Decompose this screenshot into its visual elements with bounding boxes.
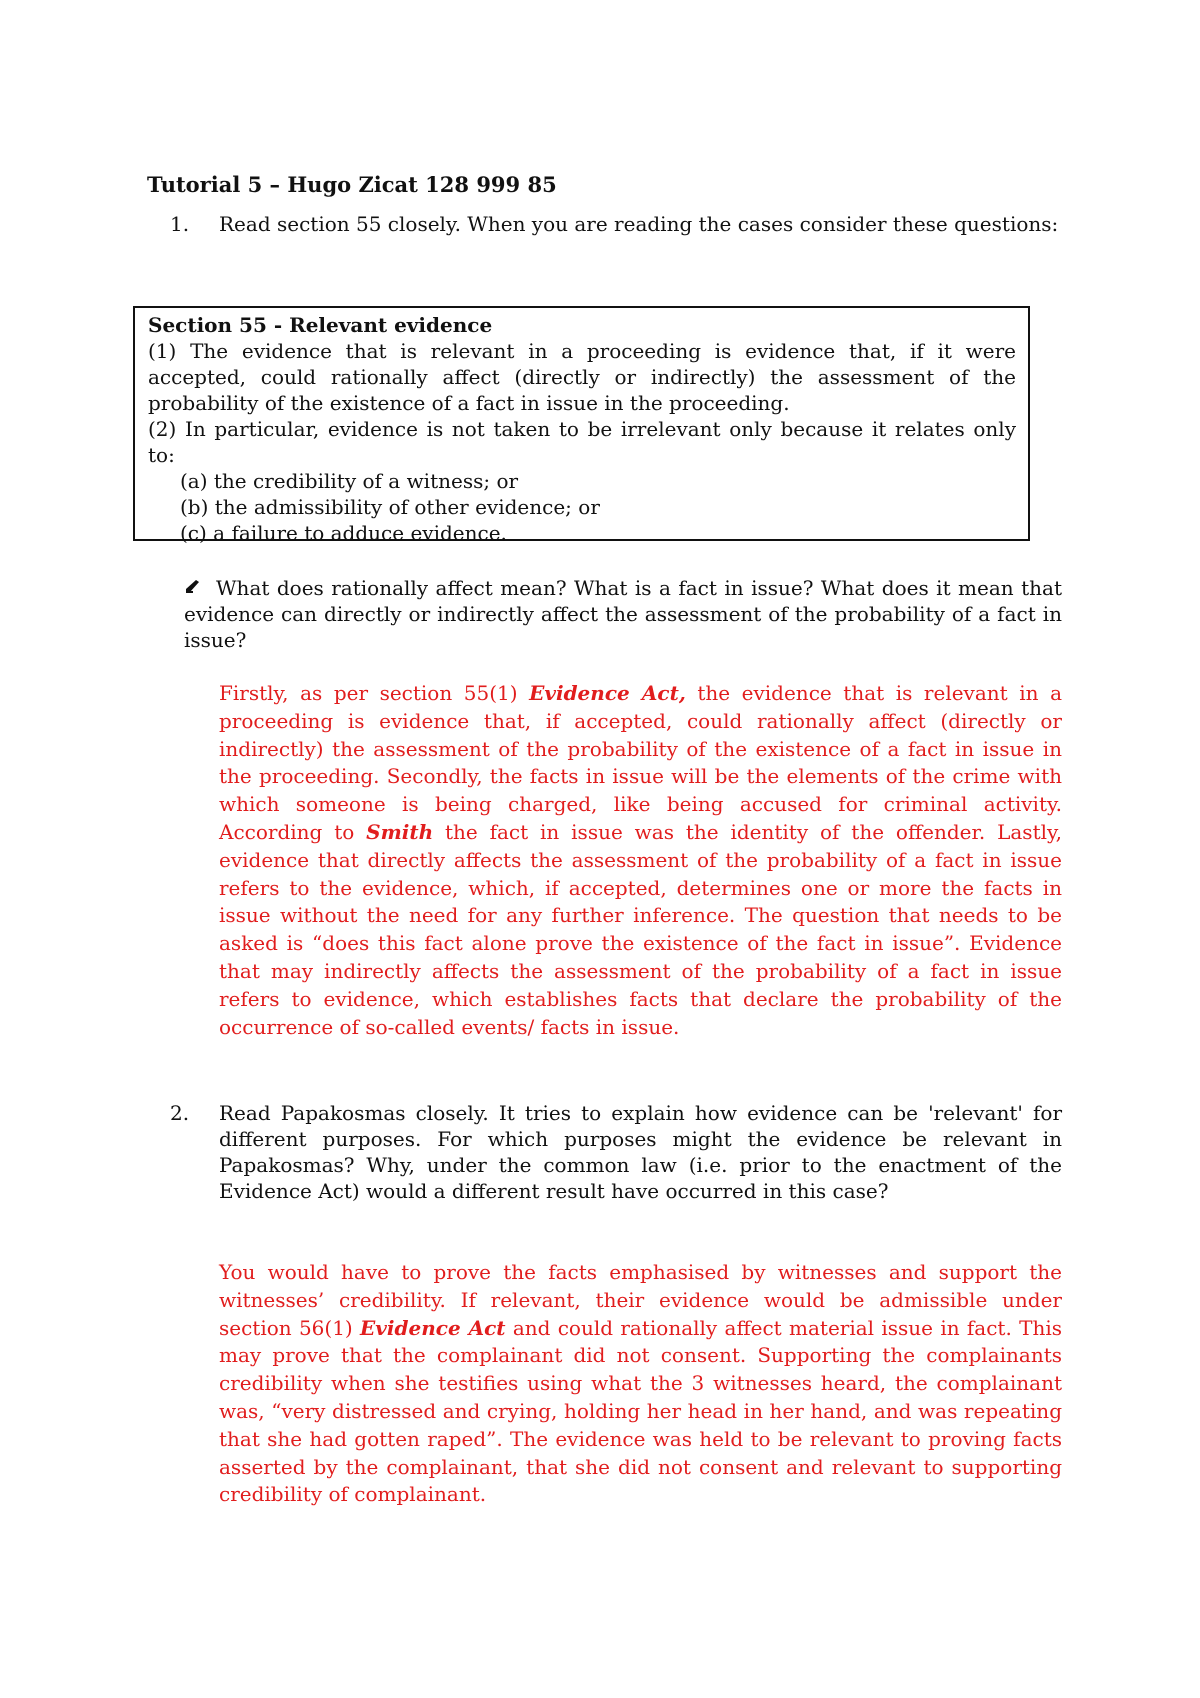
answer-1-part-a: Firstly, as per section 55(1)	[219, 681, 530, 705]
section-55-item-c: (c) a failure to adduce evidence.	[180, 521, 507, 545]
answer-1-part-e: the fact in issue was the identity of the offender. Lastly, evidence that directly affects the assessment of the probability of a fact in issue refers to the evidence, which, if accepted, determines one or more the facts in issue without the need for any further inference. The question that needs to be asked is “does this fact alone prove the existence of the fact in issue”. Evidence that may indirectly affects the assessment of the probability of a fact in issue refers to evidence, which establishes facts that declare the probability of the occurrence of so-called events/ facts in issue.	[219, 819, 1063, 1039]
question-2-text: Read Papakosmas closely. It tries to explain how evidence can be 'relevant' for different purposes. For which purposes might the evidence be relevant in Papakosmas? Why, under the common law (i.e. prior to the enactment of the Evidence Act) would a different result have occurred in this case?	[219, 1101, 1062, 1203]
section-55-heading: Section 55 - Relevant evidence	[148, 313, 493, 337]
question-1-number: 1.	[170, 212, 190, 236]
answer-1-case-name: Smith	[366, 819, 434, 844]
section-55-paragraph-2: (2) In particular, evidence is not taken to be irrelevant only because it relates only to:	[148, 417, 1016, 467]
question-1-bullet	[184, 575, 1062, 653]
answer-2-act-name: Evidence Act	[360, 1315, 506, 1340]
bullet-question-text: What does rationally affect mean? What is a fact in issue? What does it mean that evidence can directly or indirectly affect the assessment of the probability of a fact in issue?	[184, 576, 1062, 652]
answer-2-part-c: and could rationally affect material issue in fact. This may prove that the complainant did not consent. Supporting the complainants credibility when she testifies using what the 3 witnesses heard, the complainant was, “very distressed and crying, holding her head in her hand, and was repeating that she had gotten raped”. The evidence was held to be relevant to proving facts asserted by the complainant, that she did not consent and relevant to supporting credibility of complainant.	[219, 1315, 1063, 1507]
question-2	[170, 1100, 1062, 1204]
question-2-number: 2.	[170, 1101, 190, 1125]
section-55-item-b: (b) the admissibility of other evidence; or	[180, 495, 600, 519]
answer-1	[219, 680, 1062, 1041]
section-55-item-a: (a) the credibility of a witness; or	[180, 469, 519, 493]
answer-1-part-c: the evidence that is relevant in a proceeding is evidence that, if accepted, could rationally affect (directly or indirectly) the assessment of the probability of the existence of a fact in issue in the proceeding. Secondly, the facts in issue will be the elements of the crime with which someone is being charged, like being accused for criminal activity. According to	[219, 681, 1062, 844]
page-title: Tutorial 5 – Hugo Zicat 128 999 85	[147, 172, 557, 197]
answer-2-part-a: You would have to prove the facts emphasised by witnesses and support the witnesses’ credibility. If relevant, their evidence would be admissible under section 56(1)	[219, 1260, 1062, 1340]
section-55-paragraph-1: (1) The evidence that is relevant in a proceeding is evidence that, if it were accepted, could rationally affect (directly or indirectly) the assessment of the probability of the existence of a fact in issue in the proceeding.	[148, 339, 1016, 415]
answer-1-act-name: Evidence Act,	[529, 681, 686, 705]
answer-2	[219, 1259, 1062, 1509]
section-55-box	[133, 306, 1030, 545]
question-1-text: Read section 55 closely. When you are reading the cases consider these questions:	[219, 212, 1059, 236]
question-1	[170, 211, 1062, 237]
writing-hand-icon	[184, 575, 202, 601]
